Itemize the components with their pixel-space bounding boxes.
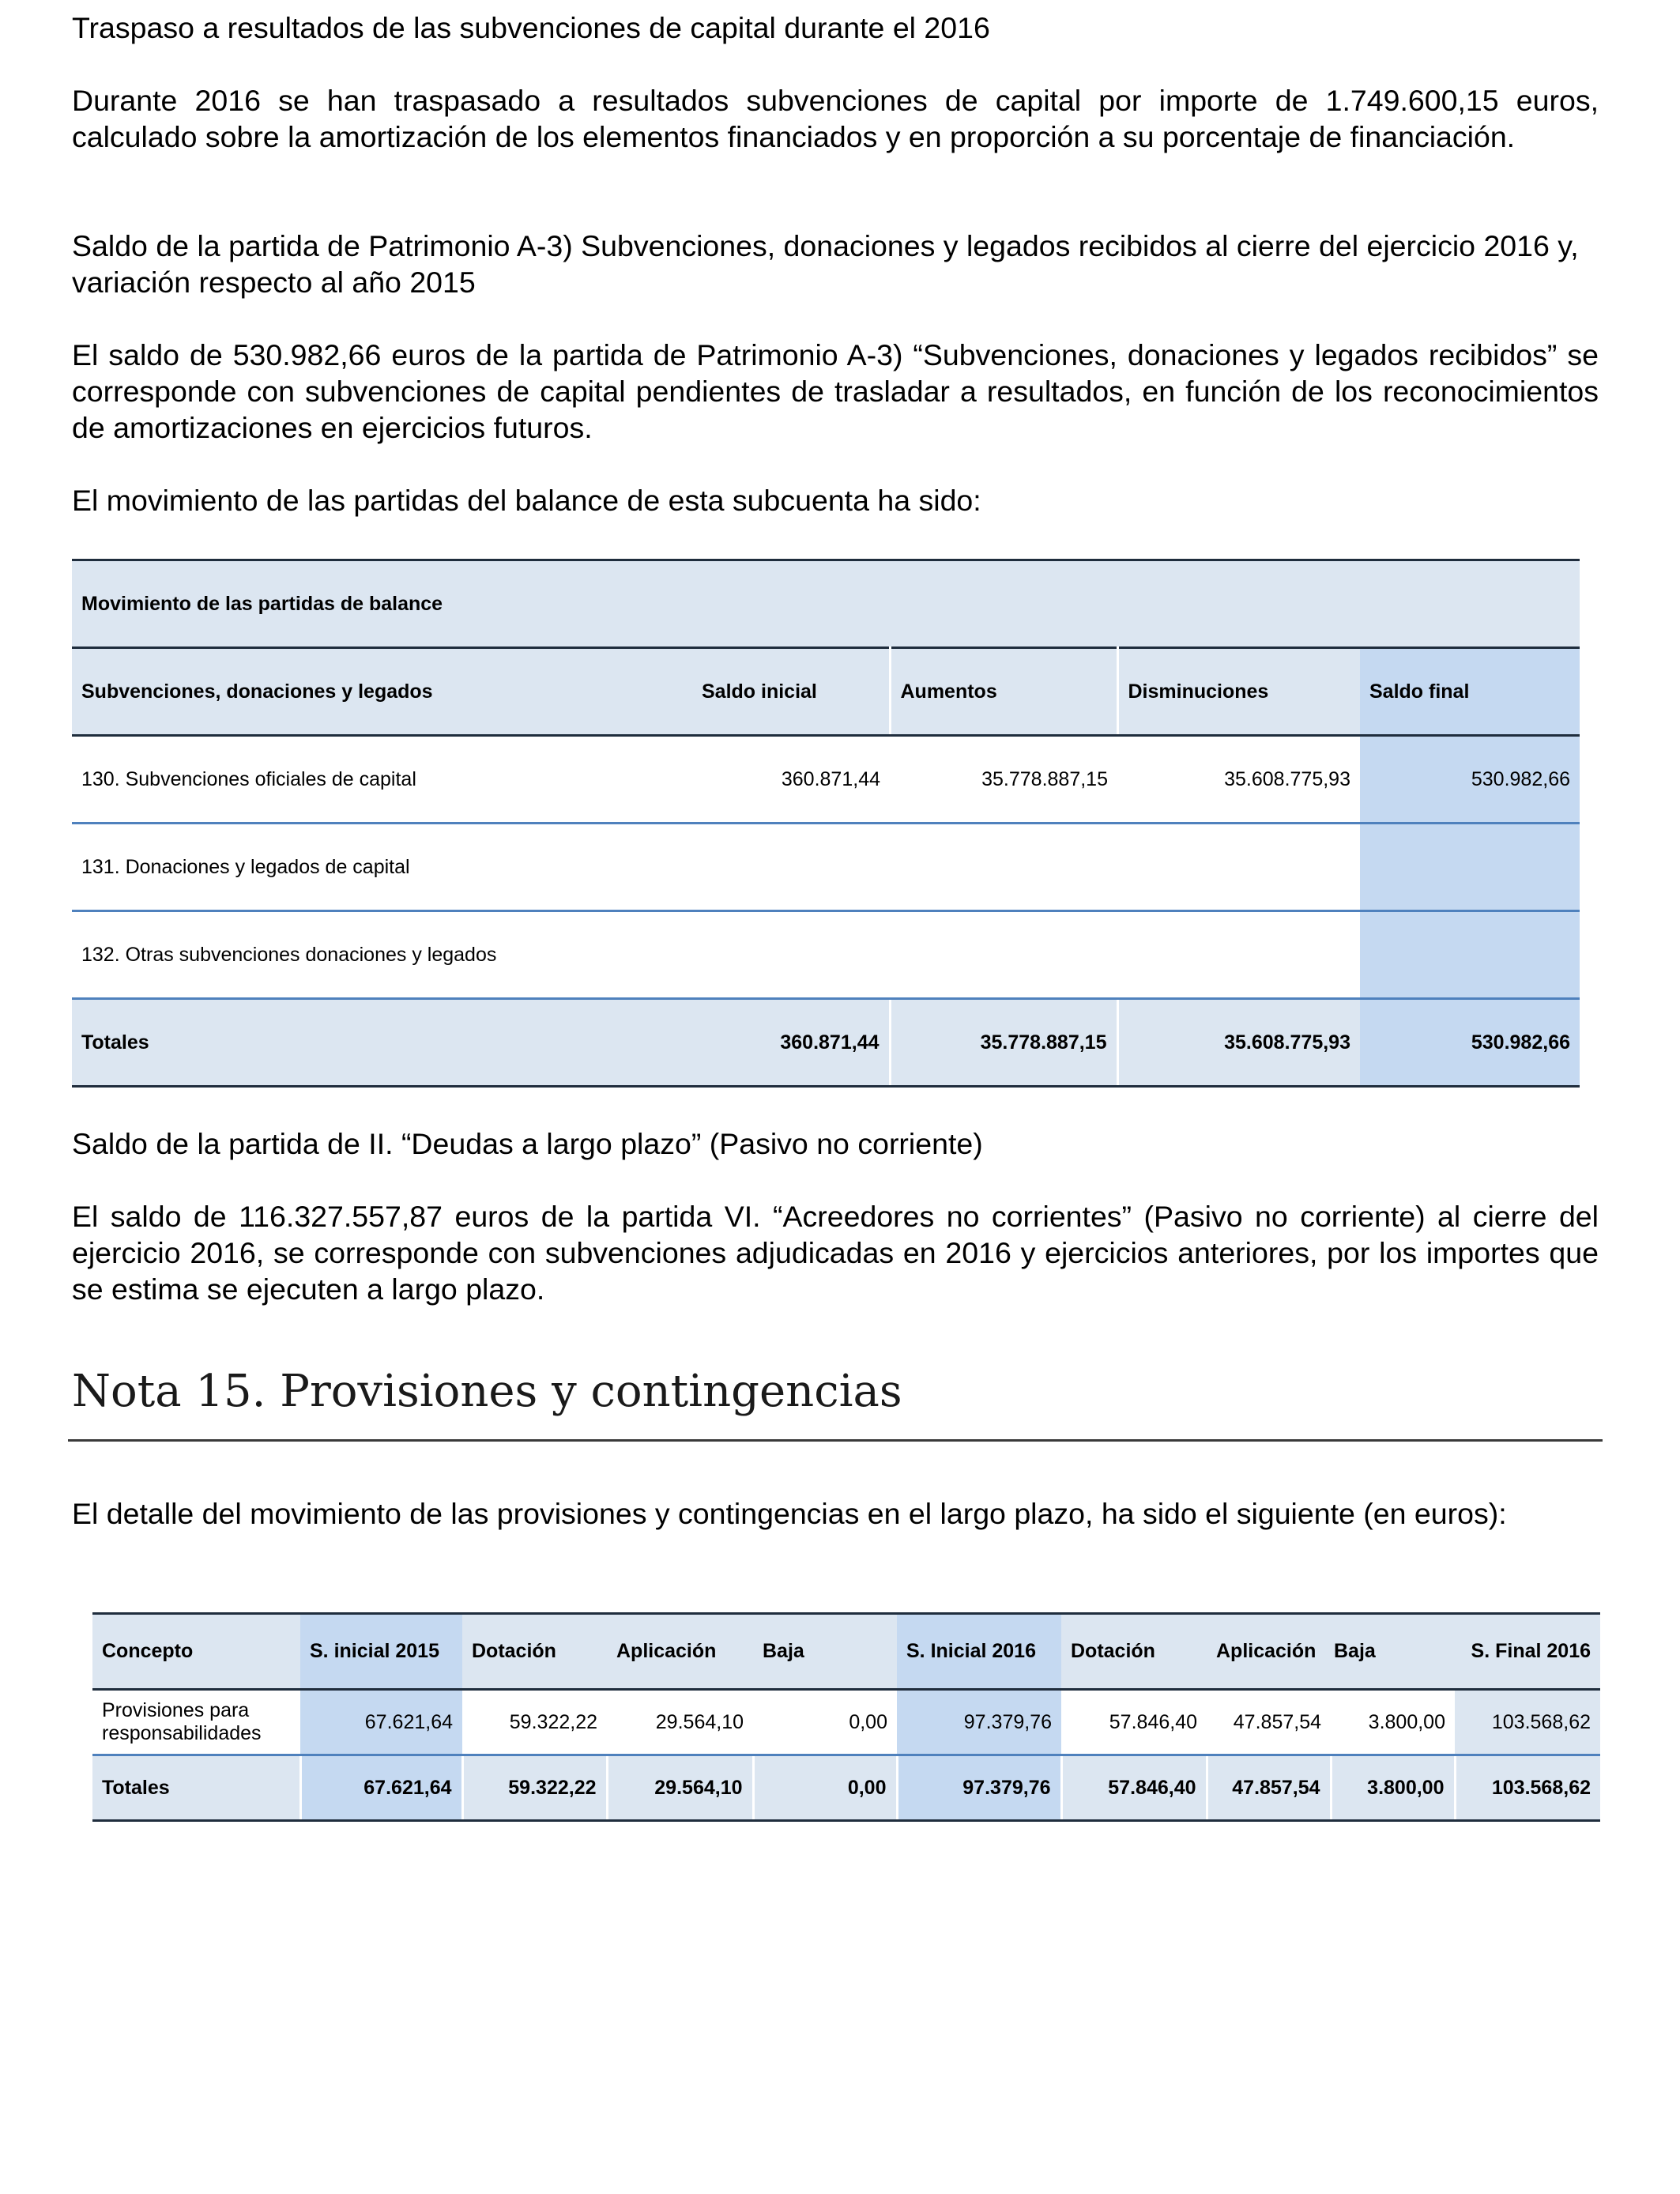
balance-movement-table: [72, 559, 1580, 1088]
section-subtitle-deudas: Saldo de la partida de II. “Deudas a largo plazo” (Pasivo no corriente): [72, 1127, 983, 1160]
column-header: S. inicial 2015: [300, 1614, 462, 1690]
column-header: Disminuciones: [1117, 648, 1360, 736]
row-label: 131. Donaciones y legados de capital: [72, 824, 692, 911]
total-value: 57.846,40: [1061, 1755, 1207, 1821]
cell-value: [1360, 824, 1580, 911]
cell-value: 103.568,62: [1455, 1690, 1600, 1755]
column-header: Dotación: [462, 1614, 607, 1690]
cell-value: [692, 911, 890, 999]
total-value: 97.379,76: [897, 1755, 1061, 1821]
section-subtitle-saldo-patrimonio: Saldo de la partida de Patrimonio A-3) Subvenciones, donaciones y legados recibidos al cierre del ejercicio 2016 y, variación respecto al año 2015: [72, 229, 1579, 299]
cell-value: 3.800,00: [1331, 1690, 1455, 1755]
cell-value: 530.982,66: [1360, 736, 1580, 824]
column-header: Baja: [753, 1614, 897, 1690]
column-header: Subvenciones, donaciones y legados: [72, 648, 692, 736]
table-row: [72, 824, 1580, 911]
cell-value: [1360, 911, 1580, 999]
paragraph-traspaso: Durante 2016 se han traspasado a resultados subvenciones de capital por importe de 1.749.600,15 euros, calculado sobre la amortización de los elementos financiados y en proporción a su porcentaje de financiación.: [72, 84, 1599, 153]
paragraph-provisiones-intro: El detalle del movimiento de las provisiones y contingencias en el largo plazo, ha sido el siguiente (en euros):: [72, 1497, 1507, 1530]
column-header: Aplicación: [607, 1614, 753, 1690]
paragraph-movimiento-intro: El movimiento de las partidas del balance de esta subcuenta ha sido:: [72, 484, 981, 517]
totals-label: Totales: [92, 1755, 300, 1821]
section-heading: Nota 15. Provisiones y contingencias: [72, 1366, 902, 1417]
column-header: S. Final 2016: [1455, 1614, 1600, 1690]
table-header-row: [72, 648, 1580, 736]
cell-value: 360.871,44: [692, 736, 890, 824]
total-value: 530.982,66: [1360, 999, 1580, 1087]
cell-value: 67.621,64: [300, 1690, 462, 1755]
table-row: [92, 1690, 1600, 1755]
row-label: Provisiones para responsabilidades: [92, 1690, 300, 1755]
totals-label: Totales: [72, 999, 692, 1087]
total-value: 0,00: [753, 1755, 897, 1821]
totals-row: [92, 1755, 1600, 1821]
provisions-table: [92, 1612, 1600, 1822]
total-value: 67.621,64: [300, 1755, 462, 1821]
table-header-row: [92, 1614, 1600, 1690]
column-header: Concepto: [92, 1614, 300, 1690]
total-value: 29.564,10: [607, 1755, 753, 1821]
table-title: Movimiento de las partidas de balance: [72, 560, 1580, 648]
row-label: 130. Subvenciones oficiales de capital: [72, 736, 692, 824]
paragraph-acreedores: El saldo de 116.327.557,87 euros de la partida VI. “Acreedores no corrientes” (Pasivo no corriente) al cierre del ejercicio 2016, se corresponde con subvenciones adjudicadas en 2016 y ejercicios anteriores, por los importes que se estima se ejecuten a largo plazo.: [72, 1200, 1599, 1306]
cell-value: [1117, 824, 1360, 911]
total-value: 3.800,00: [1331, 1755, 1455, 1821]
table-title-row: [72, 560, 1580, 648]
column-header: Baja: [1331, 1614, 1455, 1690]
cell-value: 59.322,22: [462, 1690, 607, 1755]
total-value: 103.568,62: [1455, 1755, 1600, 1821]
total-value: 35.608.775,93: [1117, 999, 1360, 1087]
total-value: 35.778.887,15: [890, 999, 1117, 1087]
cell-value: 35.608.775,93: [1117, 736, 1360, 824]
column-header: Saldo final: [1360, 648, 1580, 736]
cell-value: 97.379,76: [897, 1690, 1061, 1755]
column-header: S. Inicial 2016: [897, 1614, 1061, 1690]
cell-value: [890, 911, 1117, 999]
column-header: Dotación: [1061, 1614, 1207, 1690]
cell-value: 47.857,54: [1207, 1690, 1331, 1755]
cell-value: [692, 824, 890, 911]
heading-divider: [68, 1439, 1603, 1442]
cell-value: 35.778.887,15: [890, 736, 1117, 824]
table-row: [72, 911, 1580, 999]
cell-value: 57.846,40: [1061, 1690, 1207, 1755]
column-header: Aplicación: [1207, 1614, 1331, 1690]
total-value: 47.857,54: [1207, 1755, 1331, 1821]
cell-value: 29.564,10: [607, 1690, 753, 1755]
total-value: 59.322,22: [462, 1755, 607, 1821]
row-label: 132. Otras subvenciones donaciones y legados: [72, 911, 692, 999]
column-header: Saldo inicial: [692, 648, 890, 736]
column-header: Aumentos: [890, 648, 1117, 736]
table-row: [72, 736, 1580, 824]
cell-value: 0,00: [753, 1690, 897, 1755]
cell-value: [1117, 911, 1360, 999]
section-subtitle-traspaso: Traspaso a resultados de las subvenciones de capital durante el 2016: [72, 11, 990, 44]
cell-value: [890, 824, 1117, 911]
totals-row: [72, 999, 1580, 1087]
paragraph-saldo-patrimonio: El saldo de 530.982,66 euros de la partida de Patrimonio A-3) “Subvenciones, donaciones y legados recibidos” se corresponde con subvenciones de capital pendientes de trasladar a resultados, en función de los reconocimientos de amortizaciones en ejercicios futuros.: [72, 338, 1599, 444]
total-value: 360.871,44: [692, 999, 890, 1087]
